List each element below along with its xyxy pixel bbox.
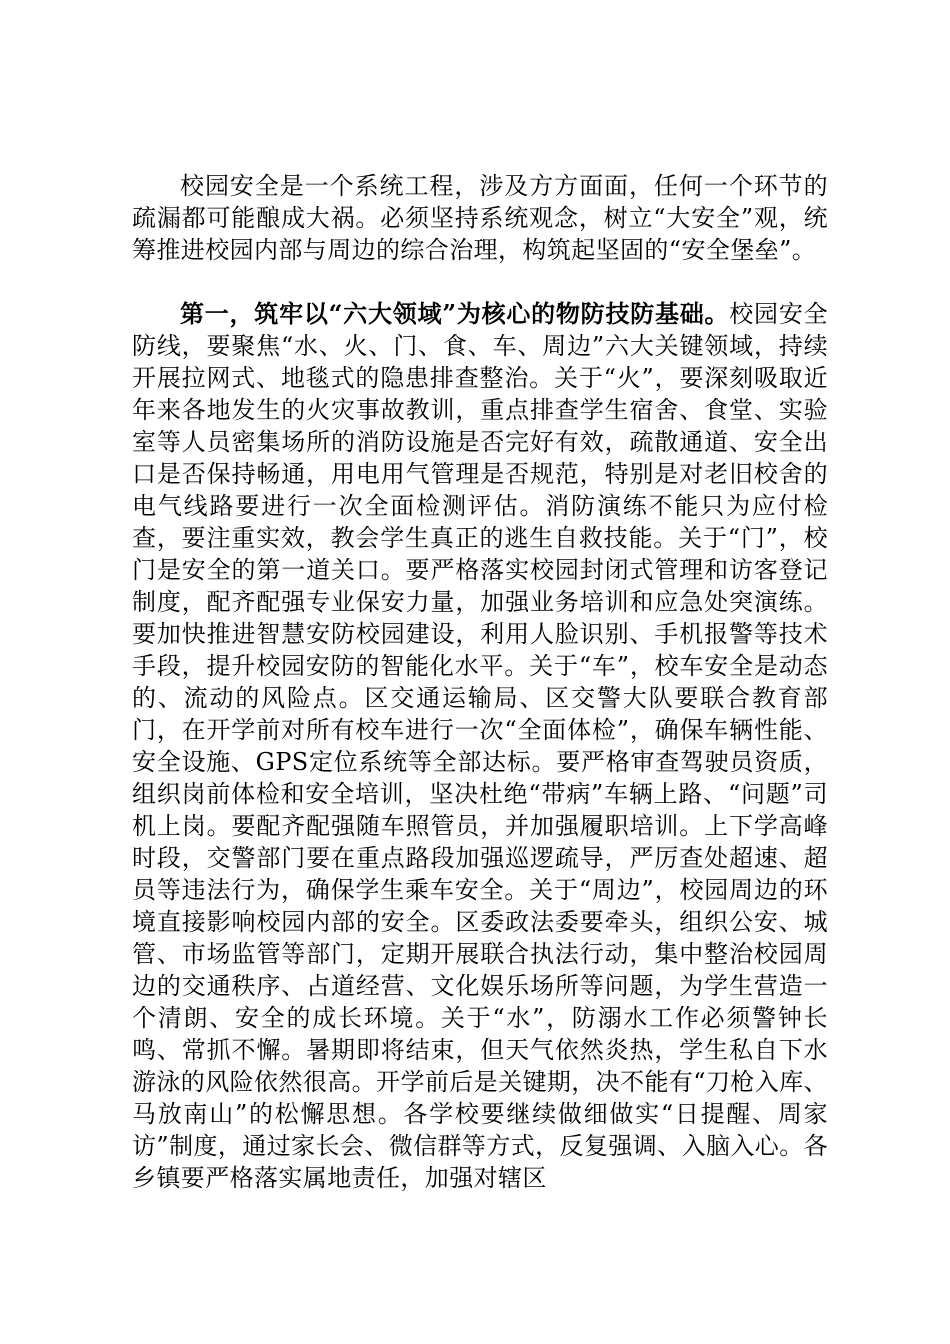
section-heading: 第一，筑牢以“六大领域”为核心的物防技防基础。 xyxy=(180,299,730,328)
paragraph-body: 校园安全是一个系统工程，涉及方方面面，任何一个环节的疏漏都可能酿成大祸。必须坚持系统观念，树立“大安全”观，统筹推进校园内部与周边的综合治理，构筑起坚固的“安全堡垒”。 xyxy=(132,172,828,264)
paragraph-section-one xyxy=(132,298,828,1194)
document-page xyxy=(132,170,828,1194)
paragraph-intro xyxy=(132,170,828,266)
paragraph-body: 校园安全防线，要聚焦“水、火、门、食、车、周边”六大关键领域，持续开展拉网式、地毯式的隐患排查整治。关于“火”，要深刻吸取近年来各地发生的火灾事故教训，重点排查学生宿舍、食堂、实验室等人员密集场所的消防设施是否完好有效，疏散通道、安全出口是否保持畅通，用电用气管理是否规范，特别是对老旧校舍的电气线路要进行一次全面检测评估。消防演练不能只为应付检查，要注重实效，教会学生真正的逃生自救技能。关于“门”，校门是安全的第一道关口。要严格落实校园封闭式管理和访客登记制度，配齐配强专业保安力量，加强业务培训和应急处突演练。要加快推进智慧安防校园建设，利用人脸识别、手机报警等技术手段，提升校园安防的智能化水平。关于“车”，校车安全是动态的、流动的风险点。区交通运输局、区交警大队要联合教育部门，在开学前对所有校车进行一次“全面体检”，确保车辆性能、安全设施、GPS定位系统等全部达标。要严格审查驾驶员资质，组织岗前体检和安全培训，坚决杜绝“带病”车辆上路、“问题”司机上岗。要配齐配强随车照管员，并加强履职培训。上下学高峰时段，交警部门要在重点路段加强巡逻疏导，严厉查处超速、超员等违法行为，确保学生乘车安全。关于“周边”，校园周边的环境直接影响校园内部的安全。区委政法委要牵头，组织公安、城管、市场监管等部门，定期开展联合执法行动，集中整治校园周边的交通秩序、占道经营、文化娱乐场所等问题，为学生营造一个清朗、安全的成长环境。关于“水”，防溺水工作必须警钟长鸣、常抓不懈。暑期即将结束，但天气依然炎热，学生私自下水游泳的风险依然很高。开学前后是关键期，决不能有“刀枪入库、马放南山”的松懈思想。各学校要继续做细做实“日提醒、周家访”制度，通过家长会、微信群等方式，反复强调、入脑入心。各乡镇要严格落实属地责任，加强对辖区 xyxy=(132,300,828,1192)
